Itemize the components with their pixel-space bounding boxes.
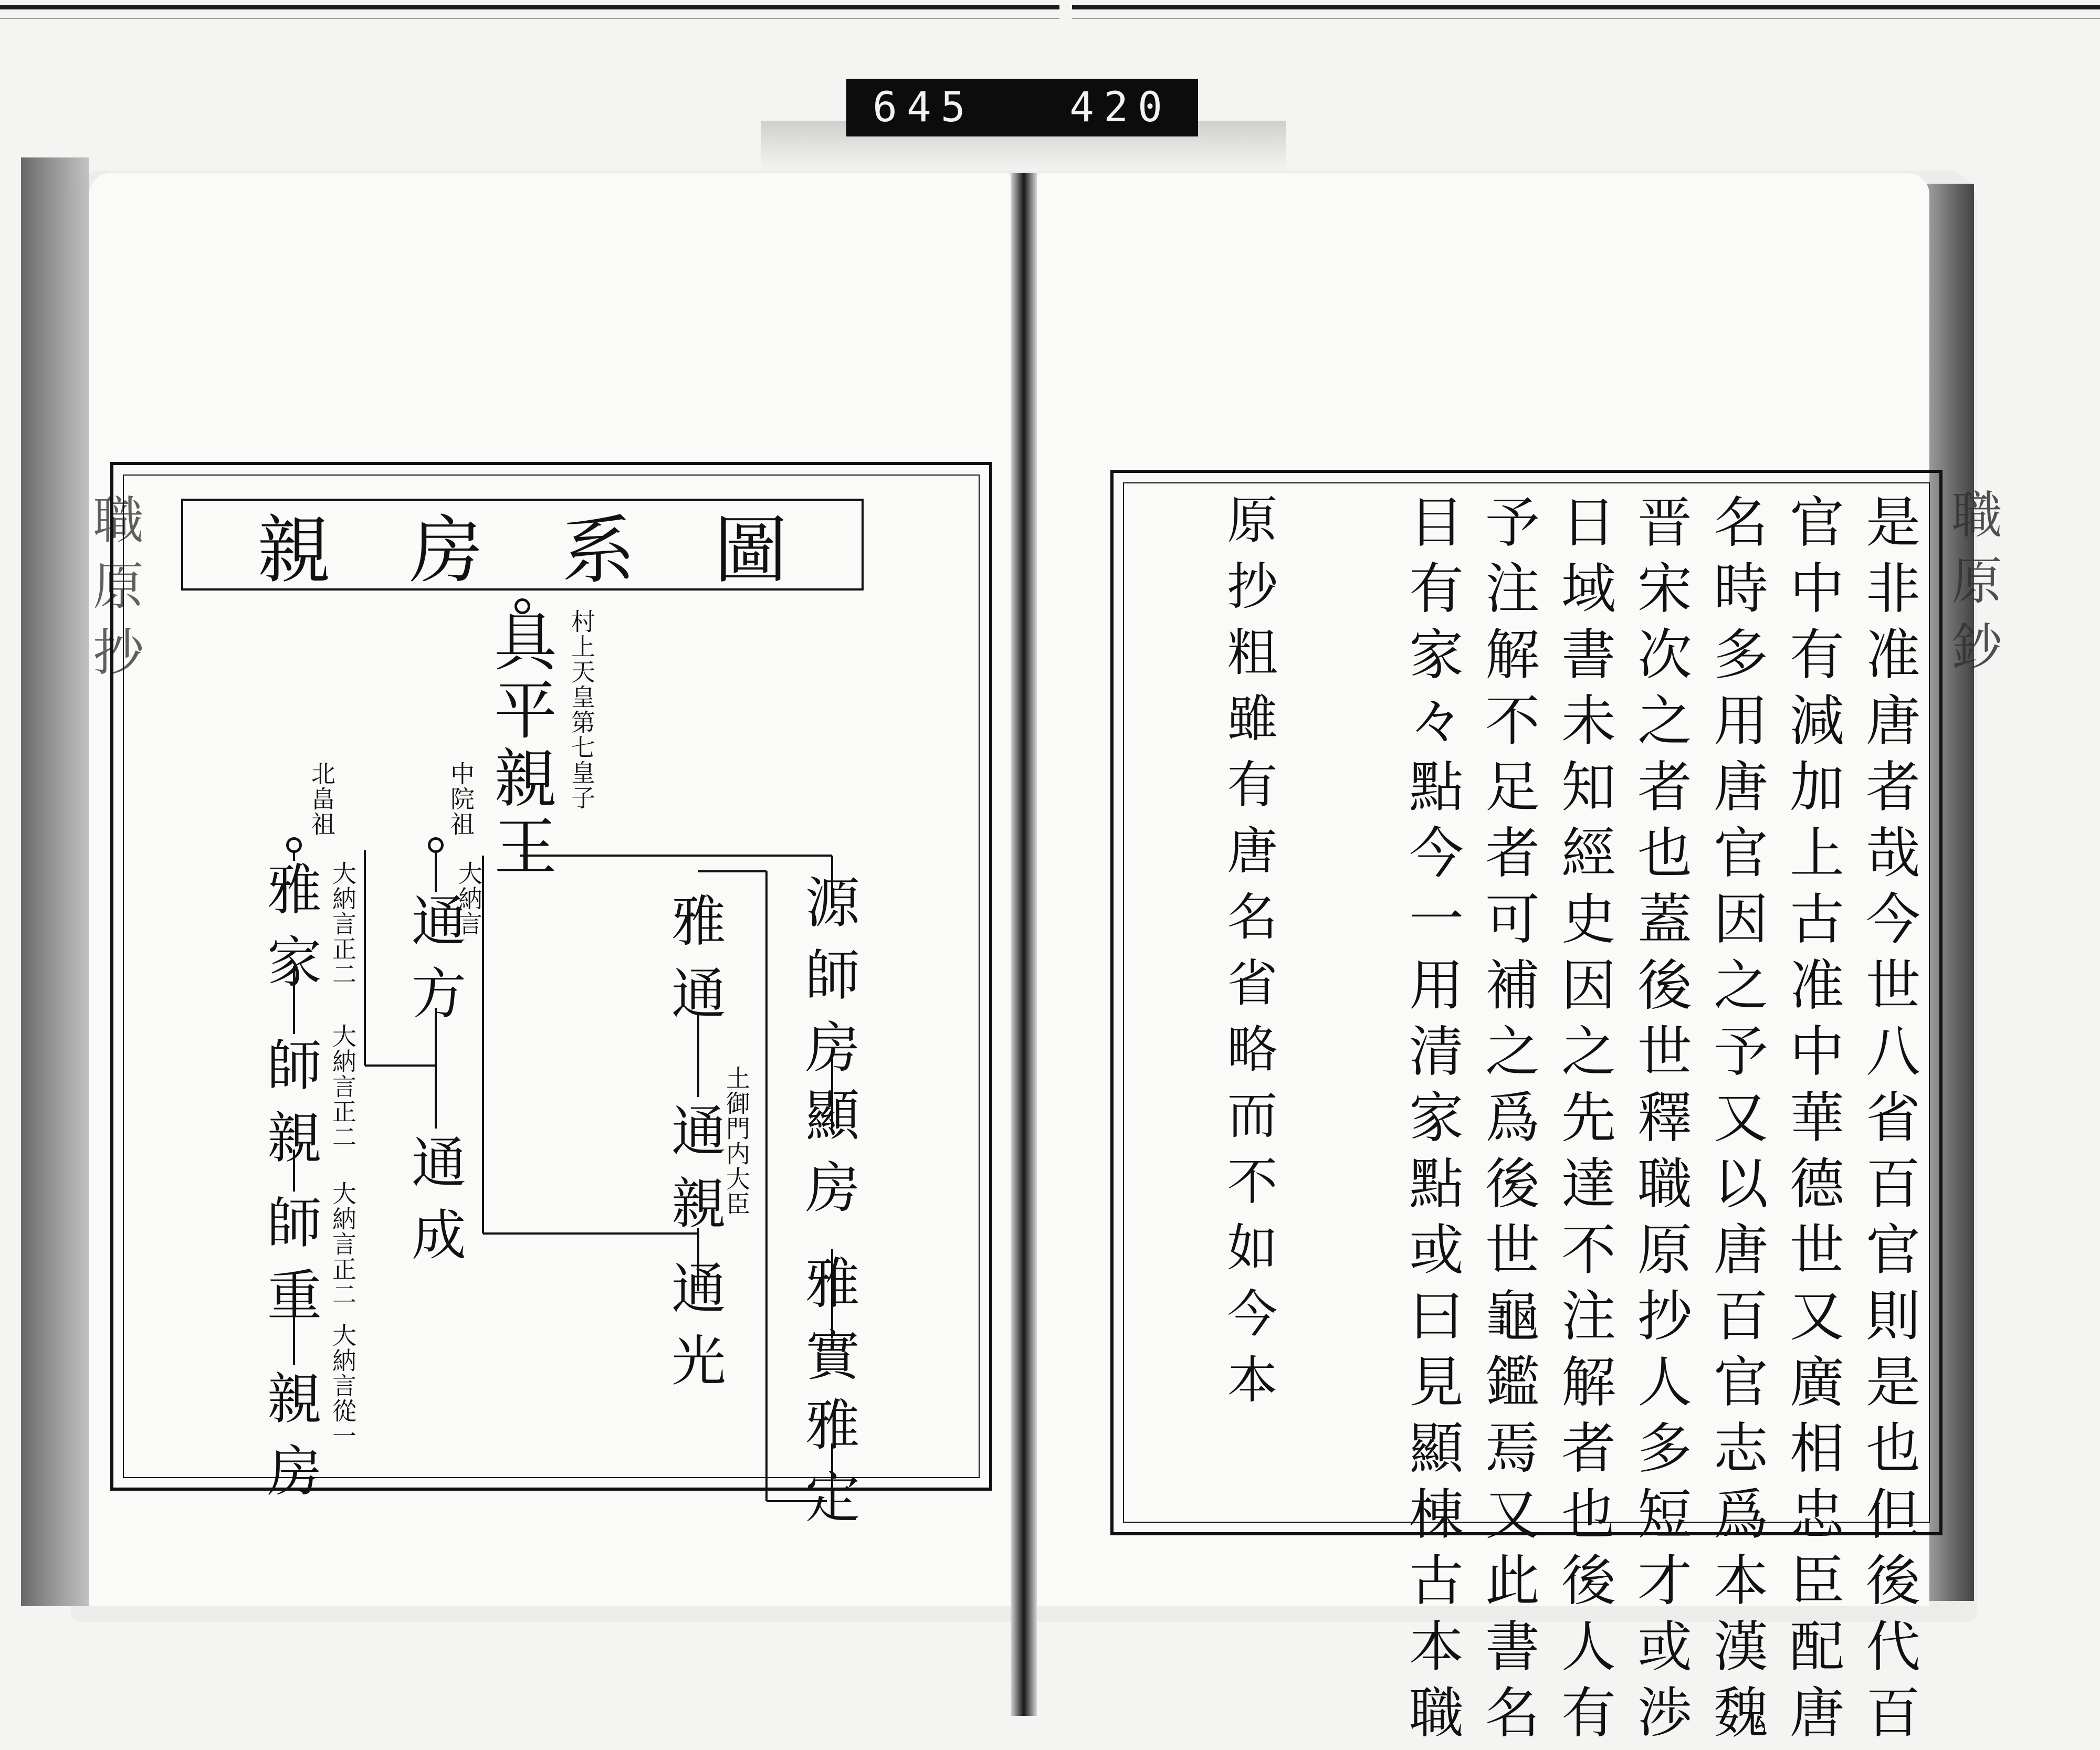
text-column-3: 名時多用唐官因之予又以唐百官志爲本漢魏 (1704, 493, 1768, 1750)
kitabatake-label: 北畠祖 (308, 761, 336, 837)
branch-masaie: 雅家 (258, 861, 322, 1006)
text-column-4: 晋宋次之者也蓋後世釋職原抄人多短才或渉 (1628, 493, 1692, 1750)
text-column-8: 原抄粗雖有唐名省略而不如今本 (1219, 493, 1278, 1419)
text-column-5: 日域書未知經史因之先達不注解者也後人有 (1552, 493, 1616, 1750)
branch-michichika: 通親 (662, 1102, 726, 1247)
text-column-1: 是非准唐者哉今世八省百官則是也但後代百 (1856, 493, 1920, 1750)
root-name: 具平親王 (484, 609, 556, 882)
branch-akifusa: 顯房 (796, 1087, 860, 1231)
branch-michichika-note: 土御門内大臣 (722, 1066, 751, 1217)
text-column-2: 官中有減加上古准中華德世又廣相忠臣配唐 (1780, 493, 1844, 1750)
branch-chikafusa: 親房 (258, 1370, 322, 1515)
branch-michinari: 通成 (402, 1134, 466, 1279)
catalog-number-right: 420 (1069, 84, 1172, 131)
branch-morochika: 師親 (258, 1037, 322, 1182)
branch-masazane: 雅實 (796, 1254, 860, 1399)
branch-moroshige-note: 大納言正二 (329, 1181, 357, 1307)
branch-masamichi: 雅通 (662, 892, 726, 1037)
root-note: 村上天皇第七皇子 (568, 609, 596, 810)
branch-masaie-note: 大納言正二 (329, 861, 357, 987)
catalog-number-left: 645 (873, 84, 975, 131)
text-column-7: 目有家々點今一用清家點或曰見顯棟古本職 (1400, 493, 1464, 1750)
branch-michiteru: 通光 (662, 1260, 726, 1405)
branch-masasada: 雅定 (796, 1396, 860, 1541)
branch-minamoto-morofusa: 源師房 (796, 874, 860, 1091)
branch-michikata-note: 大納言 (455, 861, 483, 936)
right-margin-title: 職原鈔 (1944, 488, 2002, 687)
nakanoin-marker-circle (428, 837, 444, 853)
text-column-6: 予注解不足者可補之爲後世龜鑑焉又此書名 (1476, 493, 1540, 1750)
kitabatake-marker-circle (286, 837, 302, 853)
branch-chikafusa-note: 大納言從一 (329, 1323, 357, 1449)
branch-michikata: 通方 (402, 892, 466, 1037)
branch-morochika-note: 大納言正二 (329, 1024, 357, 1150)
branch-moroshige: 師重 (258, 1194, 322, 1339)
left-margin-title: 職原抄 (85, 493, 144, 692)
chart-title: 親房系圖 (257, 508, 867, 594)
nakanoin-label: 中院祖 (447, 761, 475, 837)
